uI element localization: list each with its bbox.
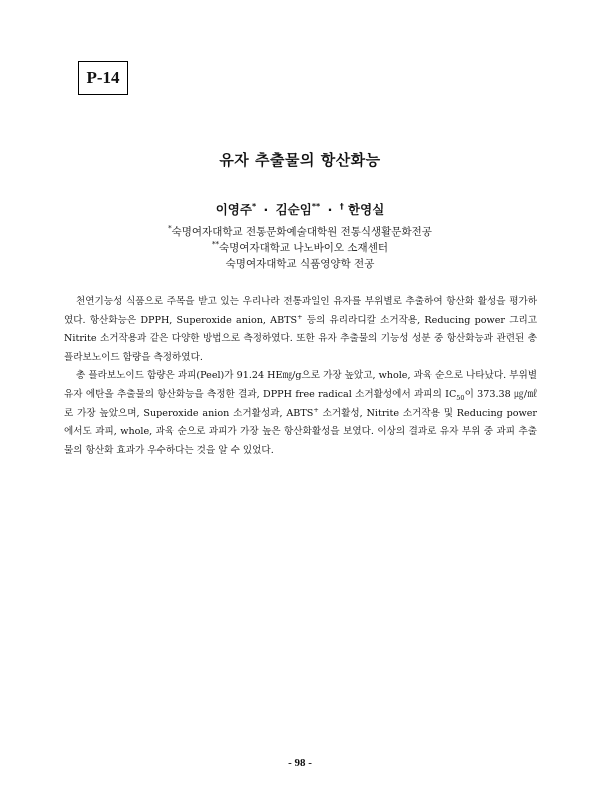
affiliation-text: 숙명여자대학교 전통문화예술대학원 전통식생활문화전공	[171, 226, 432, 238]
author-separator: ·	[263, 202, 269, 217]
author-mark: *	[251, 201, 257, 211]
page-number: - 98 -	[288, 757, 312, 769]
author-name: 한영실	[348, 202, 385, 217]
author-name: 김순임	[275, 202, 312, 217]
affiliation-mark: **	[212, 240, 220, 249]
abstract-body	[64, 293, 537, 460]
paper-title: 유자 추출물의 항산화능	[219, 151, 381, 169]
affiliation-mark: *	[168, 224, 172, 233]
author-name: 이영주	[215, 202, 252, 217]
poster-id-box: P-14	[78, 61, 128, 95]
abstract-text: 등의 유리라디칼 소거작용, Reducing power 그리고 Nitrite 소거작용과 같은 다양한 방법으로 측정하였다. 또한 유자 추출물의 기능성 성분 중 항산화능과 관련된 총 플라보노이드 함량을 측정하였다.	[64, 314, 538, 363]
abstract-paragraph	[64, 293, 537, 367]
author-list	[0, 200, 600, 218]
author-mark: †	[339, 201, 344, 211]
author-mark: **	[311, 201, 321, 211]
abstract-paragraph	[64, 367, 537, 460]
abstract-text: 총 플라보노이드 함량은 과피(Peel)가 91.24 HE㎎/g으로 가장 높았고, whole, 과육 순으로 나타났다. 부위별 유자 에탄올 추출물의 항산화능을 측정한 결과, DPPH free radical 소거활성에서 과피의 IC	[64, 370, 537, 400]
affiliation-text: 숙명여자대학교 식품영양학 전공	[225, 258, 375, 270]
superscript: +	[313, 405, 319, 414]
abstract-text: 소거활성, Nitrite 소거작용 및 Reducing power에서도 과피, whole, 과육 순으로 과피가 가장 높은 항산화활성을 보였다. 이상의 결과로 유자 부위 중 과피 추출물의 항산화 효과가 우수하다는 것을 알 수 있었다.	[64, 407, 537, 456]
subscript: 50	[456, 393, 465, 402]
author-separator: ·	[327, 202, 333, 217]
affiliation-line	[0, 224, 600, 239]
affiliation-line	[0, 240, 600, 255]
affiliation-text: 숙명여자대학교 나노바이오 소재센터	[219, 242, 388, 254]
abstract-text: 천연기능성 식품으로 주목을 받고 있는 우리나라 전통과일인 유자를 부위별로 추출하여 항산화 활성을 평가하였다. 항산화능은 DPPH, Superoxide anion, ABTS	[64, 296, 537, 326]
superscript: +	[297, 312, 303, 321]
affiliation-line	[0, 256, 600, 271]
abstract-text: 이 373.38 ㎍/㎖로 가장 높았으며, Superoxide anion 소거활성과, ABTS	[64, 388, 537, 419]
